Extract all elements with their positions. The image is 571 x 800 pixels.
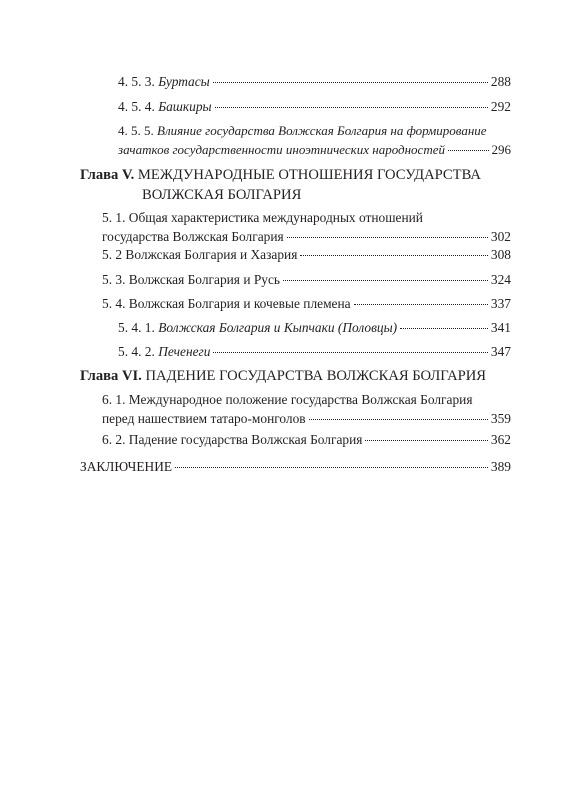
toc-entry-4-5-4 <box>118 97 511 116</box>
toc-entry-conclusion <box>80 457 511 476</box>
toc-entry-6-2 <box>102 430 511 449</box>
toc-entry-label: 4. 5. 4. Башкиры <box>118 99 212 114</box>
toc-entry-label: 5. 4. 1. Волжская Болгария и Кыпчаки (Половцы) <box>118 320 398 335</box>
toc-entry-label: 6. 2. Падение государства Волжская Болгария <box>102 432 363 447</box>
toc-entry-5-4-1 <box>118 318 511 337</box>
dot-leader <box>448 150 489 151</box>
chapter-title: МЕЖДУНАРОДНЫЕ ОТНОШЕНИЯ ГОСУДАРСТВА <box>137 167 481 183</box>
toc-entry-label: 4. 5. 3. Буртасы <box>118 74 210 89</box>
dot-leader <box>309 419 488 420</box>
page-number: 324 <box>490 272 511 287</box>
dot-leader <box>365 440 487 441</box>
toc-entry-label: 5. 4. 2. Печенеги <box>118 344 211 359</box>
chapter-title-continued: ВОЛЖСКАЯ БОЛГАРИЯ <box>142 187 302 203</box>
toc-entry-5-3 <box>102 270 511 289</box>
dot-leader <box>400 328 488 329</box>
page-number: 341 <box>490 320 511 335</box>
dot-leader <box>213 352 487 353</box>
toc-entry-6-1 <box>102 390 511 428</box>
toc-entry-4-5-5 <box>118 121 511 159</box>
dot-leader <box>175 467 488 468</box>
toc-entry-5-4 <box>102 294 511 313</box>
toc-entry-label: 4. 5. 5. Влияние государства Волжская Болгария на формирование <box>118 123 487 138</box>
page-number: 347 <box>490 344 511 359</box>
toc-entry-label-continued: зачатков государственности иноэтнических народностей <box>118 142 445 157</box>
chapter-number: Глава VI. <box>80 368 142 384</box>
toc-entry-4-5-3 <box>118 72 511 91</box>
dot-leader <box>213 82 488 83</box>
page-number: 362 <box>490 432 511 447</box>
chapter-heading-6 <box>80 366 511 386</box>
page-number: 296 <box>491 142 511 157</box>
page-number: 308 <box>490 247 511 262</box>
chapter-number: Глава V. <box>80 167 135 183</box>
toc-entry-label: 5. 4. Волжская Болгария и кочевые племена <box>102 296 351 311</box>
toc-entry-label: ЗАКЛЮЧЕНИЕ <box>80 459 173 474</box>
chapter-title: ПАДЕНИЕ ГОСУДАРСТВА ВОЛЖСКАЯ БОЛГАРИЯ <box>145 368 487 384</box>
toc-entry-5-1 <box>102 208 511 246</box>
page-number: 292 <box>490 99 511 114</box>
page-number: 389 <box>490 459 511 474</box>
page-number: 288 <box>490 74 511 89</box>
toc-entry-label-continued: государства Волжская Болгария <box>102 229 284 244</box>
toc-entry-5-4-2 <box>118 342 511 361</box>
toc-entry-label: 5. 2 Волжская Болгария и Хазария <box>102 247 298 262</box>
toc-entry-label-continued: перед нашествием татаро-монголов <box>102 411 306 426</box>
page-number: 359 <box>490 411 511 426</box>
dot-leader <box>287 237 488 238</box>
dot-leader <box>215 107 488 108</box>
dot-leader <box>354 304 488 305</box>
toc-entry-5-2 <box>102 245 511 264</box>
page-number: 302 <box>490 229 511 244</box>
page-number: 337 <box>490 296 511 311</box>
chapter-heading-5 <box>80 165 511 205</box>
dot-leader <box>300 255 488 256</box>
toc-entry-label: 5. 1. Общая характеристика международных отношений <box>102 210 423 225</box>
toc-entry-label: 6. 1. Международное положение государства Волжская Болгария <box>102 392 473 407</box>
dot-leader <box>283 280 488 281</box>
toc-entry-label: 5. 3. Волжская Болгария и Русь <box>102 272 281 287</box>
